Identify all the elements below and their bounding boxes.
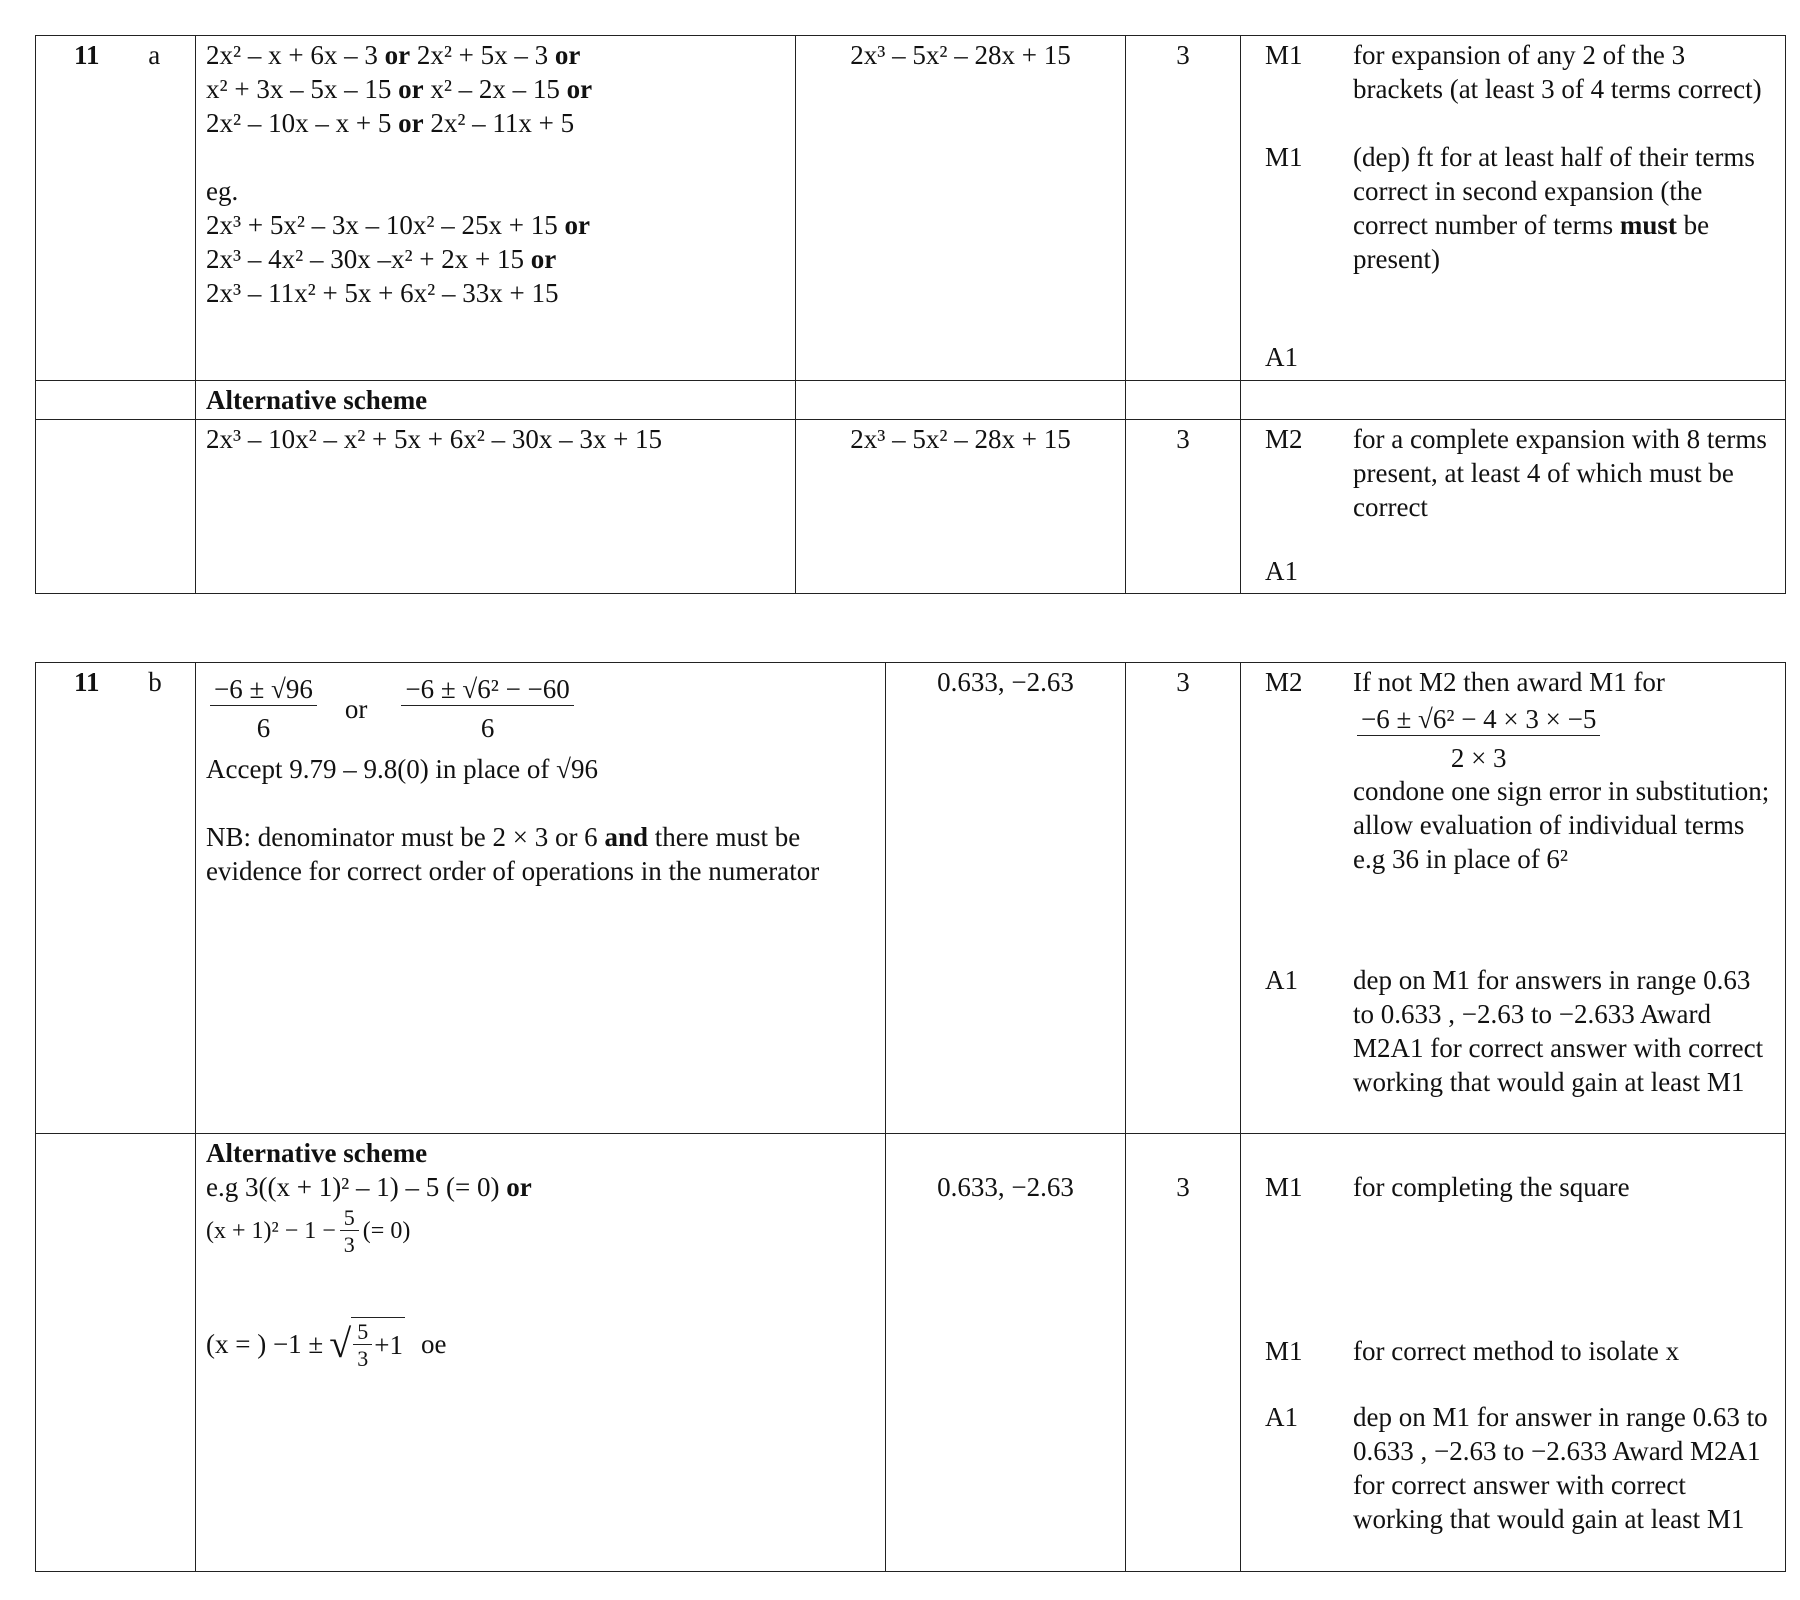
working-line [206, 106, 785, 140]
fraction-numerator: −6 ± √6² − 4 × 3 × −5 [1357, 703, 1600, 736]
guidance-text-part: be present) [1353, 210, 1710, 274]
empty-cell [1126, 381, 1241, 420]
mark-code: M2 [1265, 667, 1303, 697]
expression-part: +1 [374, 1329, 403, 1360]
working-line [206, 208, 785, 242]
mark-scheme-table-11a [35, 35, 1786, 594]
or-connector: or [564, 210, 590, 240]
formula-row [210, 673, 875, 744]
quadratic-formula-fraction [210, 673, 317, 744]
guidance-entry [1251, 963, 1775, 1099]
nb-note [206, 820, 875, 888]
guidance-entry [1251, 665, 1775, 876]
marks: 3 [1176, 40, 1190, 70]
guidance-entry [1251, 422, 1775, 524]
working-line [206, 72, 785, 106]
answer: 2x³ – 5x² – 28x + 15 [850, 424, 1071, 454]
alternative-heading: Alternative scheme [206, 1138, 428, 1168]
empty-cell [796, 381, 1126, 420]
mark-code: A1 [1265, 342, 1298, 372]
or-connector: or [506, 1172, 532, 1202]
fraction-denominator: 3 [343, 1232, 355, 1257]
fraction-denominator: 6 [480, 713, 495, 743]
expression-part: (x + 1)² − 1 − [206, 1217, 336, 1244]
guidance-entry [1251, 140, 1775, 276]
guidance-text [1353, 140, 1775, 276]
marks-cell [1126, 663, 1241, 1134]
fraction-numerator: 5 [340, 1204, 359, 1231]
guidance-entry [1251, 1334, 1775, 1368]
guidance-text [1353, 665, 1775, 876]
empty-cell [36, 381, 196, 420]
guidance-text: dep on M1 for answers in range 0.63 to 0.633 , −2.63 to −2.633 Award M2A1 for correct answer with correct working that would gain at least M1 [1353, 965, 1764, 1097]
guidance-cell [1241, 36, 1786, 381]
alt-working: 2x³ – 10x² – x² + 5x + 6x² – 30x – 3x + 15 [206, 424, 663, 454]
marks: 3 [1176, 667, 1190, 697]
empty-cell [36, 420, 196, 594]
nb-text-part: NB: denominator must be 2 × 3 or 6 [206, 822, 598, 852]
guidance-entry [1251, 1170, 1775, 1204]
second-expansion: 2x³ – 4x² – 30x –x² + 2x + 15 [206, 244, 524, 274]
working-line [206, 1204, 875, 1257]
mark-scheme-table-11b [35, 662, 1786, 1572]
completing-square-step: e.g 3((x + 1)² – 1) – 5 (= 0) [206, 1172, 500, 1202]
or-connector: or [344, 693, 368, 724]
radical-sign-icon: √ [329, 1321, 352, 1366]
fraction-denominator: 2 × 3 [1450, 743, 1507, 773]
guidance-cell [1241, 1134, 1786, 1572]
expansion-option: 2x² – 10x – x + 5 [206, 108, 392, 138]
guidance-cell [1241, 663, 1786, 1134]
guidance-entry [1251, 38, 1775, 106]
mark-code: M1 [1265, 1336, 1303, 1366]
answer: 2x³ – 5x² – 28x + 15 [850, 40, 1071, 70]
working-line [206, 242, 785, 276]
question-number-cell [36, 663, 196, 1134]
question-part: b [148, 667, 162, 697]
answer: 0.633, −2.63 [937, 667, 1074, 697]
or-connector: or [566, 74, 593, 104]
mark-code: A1 [1265, 1402, 1298, 1432]
expansion-option: 2x² + 5x – 3 [416, 40, 549, 70]
mark-code: M2 [1265, 424, 1303, 454]
or-connector: or [398, 108, 424, 138]
guidance-text: for a complete expansion with 8 terms present, at least 4 of which must be correct [1353, 424, 1767, 522]
fraction-denominator: 6 [256, 713, 271, 743]
square-root [329, 1317, 405, 1371]
or-connector: or [530, 244, 557, 274]
question-number: 11 [74, 40, 100, 70]
empty-cell [36, 1134, 196, 1572]
question-number: 11 [74, 667, 100, 697]
fraction-numerator: −6 ± √6² − −60 [401, 673, 573, 706]
marks-cell [1126, 1134, 1241, 1572]
question-number-cell [36, 36, 196, 381]
working-line [206, 38, 785, 72]
expansion-option: x² – 2x – 15 [430, 74, 560, 104]
working-line [206, 1317, 875, 1371]
expansion-option: 2x² – x + 6x – 3 [206, 40, 378, 70]
table-row [36, 36, 1786, 381]
expression-part: (x = ) −1 ± [206, 1329, 324, 1359]
guidance-text: for completing the square [1353, 1172, 1630, 1202]
nb-emphasis: and [604, 822, 648, 852]
mark-code: M1 [1265, 40, 1303, 70]
answer-cell [796, 420, 1126, 594]
nb-text-part: there must be evidence for correct order of operations in the numerator [206, 822, 820, 886]
answer-cell [886, 1134, 1126, 1572]
table-row [36, 1134, 1786, 1572]
expansion-option: 2x² – 11x + 5 [430, 108, 575, 138]
guidance-intro: If not M2 then award M1 for [1353, 667, 1665, 697]
answer: 0.633, −2.63 [937, 1172, 1074, 1202]
table-row [36, 420, 1786, 594]
guidance-text: for correct method to isolate x [1353, 1336, 1680, 1366]
guidance-text: dep on M1 for answer in range 0.63 to 0.633 , −2.63 to −2.633 Award M2A1 for correct answer with correct working that would gain at least M1 [1353, 1402, 1768, 1534]
formula-fraction [1357, 703, 1600, 774]
fraction-denominator: 3 [357, 1346, 369, 1371]
table-row [36, 381, 1786, 420]
empty-cell [1241, 381, 1786, 420]
marks: 3 [1176, 1172, 1190, 1202]
expansion-option: x² + 3x – 5x – 15 [206, 74, 392, 104]
guidance-cell [1241, 420, 1786, 594]
working-cell [196, 36, 796, 381]
expression-part: (= 0) [362, 1217, 411, 1244]
or-connector: or [554, 40, 581, 70]
second-expansion: 2x³ + 5x² – 3x – 10x² – 25x + 15 [206, 210, 558, 240]
second-expansion: 2x³ – 11x² + 5x + 6x² – 33x + 15 [206, 278, 559, 308]
mark-code: A1 [1265, 556, 1298, 586]
guidance-entry [1251, 1400, 1775, 1536]
working-cell [196, 663, 886, 1134]
fraction-numerator: 5 [353, 1318, 372, 1345]
mark-code: M1 [1265, 1172, 1303, 1202]
guidance-emphasis: must [1619, 210, 1677, 240]
marks: 3 [1176, 424, 1190, 454]
mark-code: A1 [1265, 965, 1298, 995]
working-cell [196, 420, 796, 594]
oe-note: oe [420, 1329, 447, 1359]
guidance-text-part: condone one sign error in substitution; allow evaluation of individual terms e.g 36 in place of 6² [1353, 776, 1770, 874]
table-row [36, 663, 1786, 1134]
fraction-numerator: −6 ± √96 [210, 673, 317, 706]
or-connector: or [384, 40, 411, 70]
working-cell [196, 1134, 886, 1572]
marks-cell [1126, 36, 1241, 381]
fraction [353, 1318, 372, 1371]
eg-label: eg. [206, 176, 239, 206]
alternative-heading: Alternative scheme [196, 381, 796, 420]
quadratic-formula-fraction [401, 673, 573, 744]
guidance-text-part: (dep) ft for at least half of their terms correct in second expansion (the correct number of terms [1353, 142, 1755, 240]
guidance-text: for expansion of any 2 of the 3 brackets (at least 3 of 4 terms correct) [1353, 40, 1762, 104]
accept-note: Accept 9.79 – 9.8(0) in place of √96 [206, 754, 598, 784]
or-connector: or [398, 74, 424, 104]
answer-cell [796, 36, 1126, 381]
radicand [351, 1317, 405, 1371]
marks-cell [1126, 420, 1241, 594]
working-line [206, 1170, 875, 1204]
question-part: a [148, 40, 161, 70]
answer-cell [886, 663, 1126, 1134]
fraction [340, 1204, 359, 1257]
mark-code: M1 [1265, 142, 1303, 172]
